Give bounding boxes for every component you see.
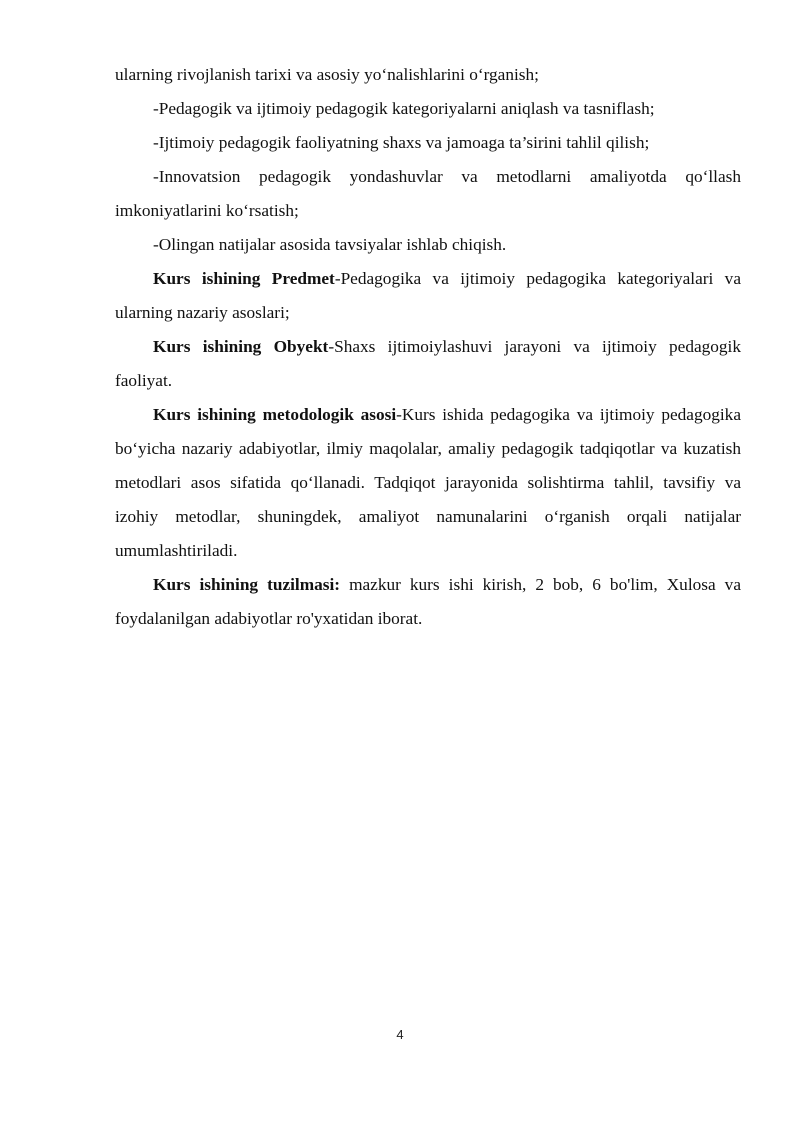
paragraph-task-innovation: -Innovatsion pedagogik yondashuvlar va metodlarni amaliyotda qo‘llash imkoniyatlarini ko‘rsatish; [115, 167, 741, 220]
paragraph-subject [115, 262, 741, 330]
paragraph-task-analysis: -Ijtimoiy pedagogik faoliyatning shaxs va jamoaga ta’sirini tahlil qilish; [153, 133, 650, 152]
structure-text: mazkur kurs ishi kirish, 2 bob, 6 bo'lim, Xulosa va foydalanilgan adabiyotlar ro'yxatidan iborat. [115, 575, 741, 628]
object-heading: Kurs ishining Obyekt [153, 337, 329, 356]
structure-heading: Kurs ishining tuzilmasi: [153, 575, 341, 594]
document-body [115, 58, 741, 636]
paragraph-methodology [115, 398, 741, 568]
subject-heading: Kurs ishining Predmet [153, 269, 335, 288]
subject-text: -Pedagogika va ijtimoiy pedagogika kategoriyalari va ularning nazariy asoslari; [115, 269, 741, 322]
methodology-text: -Kurs ishida pedagogika va ijtimoiy pedagogika bo‘yicha nazariy adabiyotlar, ilmiy maqolalar, amaliy pedagogik tadqiqotlar va kuzatish metodlari asos sifatida qo‘llanadi. Tadqiqot jarayonida solishtirma tahlil, tavsifiy va izohiy metodlar, shuningdek, amaliyot namunalarini o‘rganish orqali natijalar umumlashtiriladi. [115, 405, 741, 560]
paragraph-structure [115, 568, 741, 636]
paragraph-task-categories: -Pedagogik va ijtimoiy pedagogik kategoriyalarni aniqlash va tasniflash; [153, 99, 655, 118]
methodology-heading: Kurs ishining metodologik asosi [153, 405, 397, 424]
paragraph-task-recommendations: -Olingan natijalar asosida tavsiyalar ishlab chiqish. [153, 235, 507, 254]
paragraph-object [115, 330, 741, 398]
object-text: -Shaxs ijtimoiylashuvi jarayoni va ijtimoiy pedagogik faoliyat. [115, 337, 741, 390]
paragraph-objective-continuation: ularning rivojlanish tarixi va asosiy yo‘nalishlarini o‘rganish; [115, 65, 539, 84]
page-number: 4 [396, 1027, 404, 1042]
